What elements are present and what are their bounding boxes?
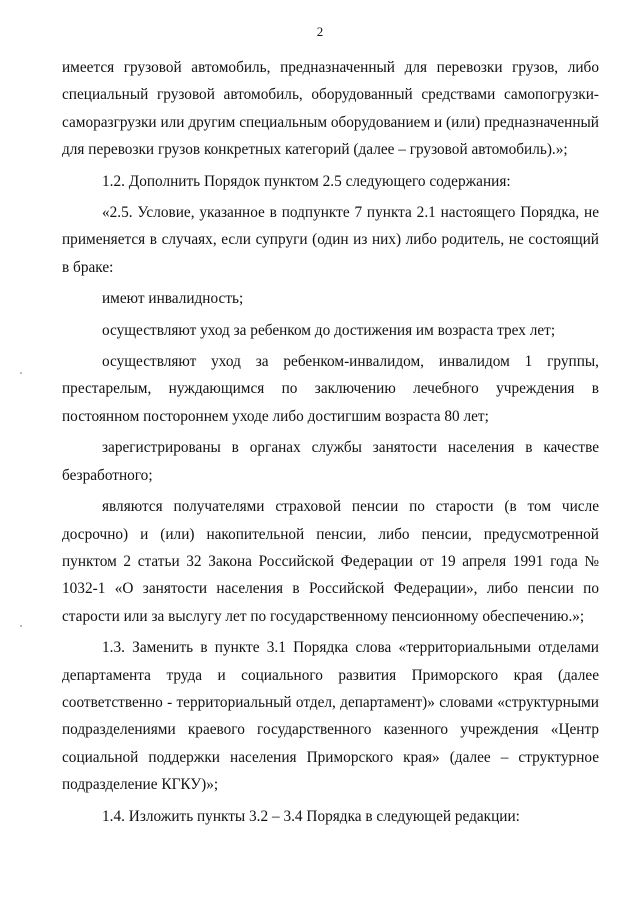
paragraph: 1.2. Дополнить Порядок пунктом 2.5 следующего содержания:: [102, 172, 511, 190]
paragraph: осуществляют уход за ребенком до достижения им возраста трех лет;: [102, 321, 556, 339]
paragraph: «2.5. Условие, указанное в подпункте 7 пункта 2.1 настоящего Порядка, не применяется в случаях, если супруги (один из них) либо родитель, не состоящий в браке:: [62, 204, 599, 276]
paragraph: имеется грузовой автомобиль, предназначенный для перевозки грузов, либо специальный грузовой автомобиль, оборудованный средствами самопогрузки-саморазгрузки или другим специальным оборудованием и (или) предназначенный для перевозки грузов конкретных категорий (далее – грузовой автомобиль).»;: [62, 59, 599, 159]
paragraph: являются получателями страховой пенсии по старости (в том числе досрочно) и (или) накопительной пенсии, либо пенсии, предусмотренной пунктом 2 статьи 32 Закона Российской Федерации от 19 апреля 1991 года № 1032-1 «О занятости населения в Российской Федерации», либо пенсии по старости или за выслугу лет по государственному пенсионному обеспечению.»;: [62, 498, 599, 625]
paragraph: 1.3. Заменить в пункте 3.1 Порядка слова «территориальными отделами департамента труда и социального развития Приморского края (далее соответственно - территориальный отдел, департамент)» словами «структурными подразделениями краевого государственного казенного учреждения «Центр социальной поддержки населения Приморского края» (далее – структурное подразделение КГКУ)»;: [62, 639, 599, 794]
paragraph: имеют инвалидность;: [102, 290, 244, 308]
document-body: [62, 54, 599, 830]
paragraph: 1.4. Изложить пункты 3.2 – 3.4 Порядка в следующей редакции:: [102, 807, 520, 825]
paragraph: осуществляют уход за ребенком-инвалидом, инвалидом 1 группы, престарелым, нуждающимся по заключению лечебного учреждения в постоянном постороннем уходе либо достигшим возраста 80 лет;: [62, 353, 599, 425]
paragraph: зарегистрированы в органах службы занятости населения в качестве безработного;: [62, 439, 599, 484]
margin-mark: [20, 372, 22, 374]
margin-mark: [20, 625, 22, 627]
page-number: 2: [316, 24, 324, 39]
